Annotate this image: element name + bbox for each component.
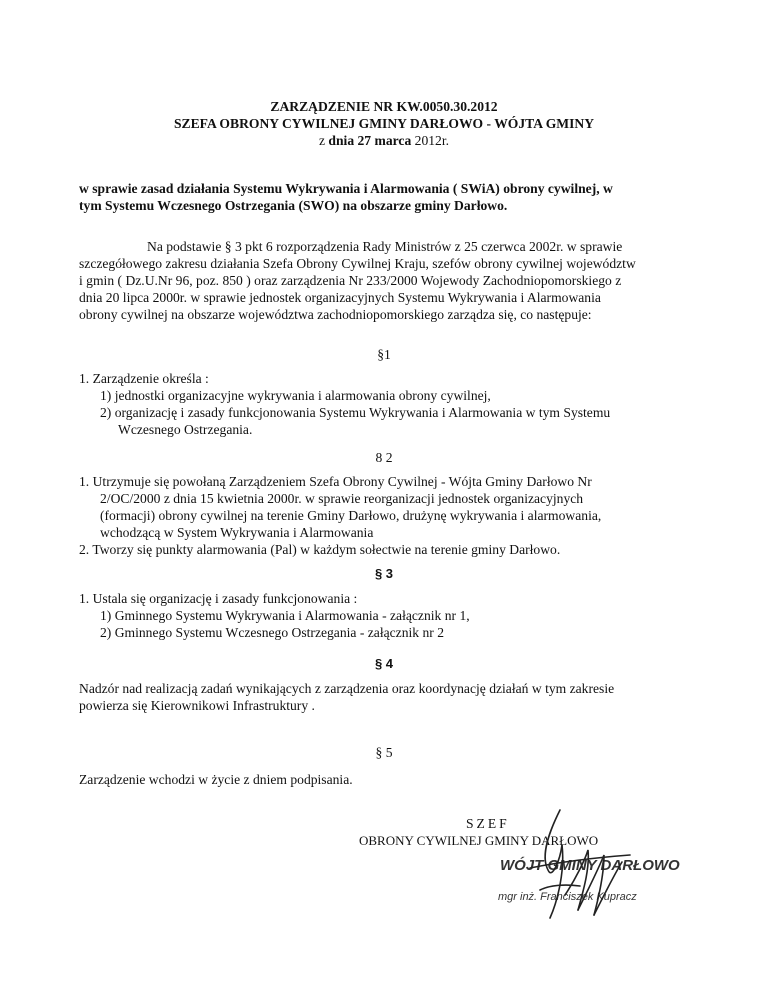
section-4-text-2: powierza się Kierownikowi Infrastruktury . <box>79 698 315 713</box>
section-3-item-1: 1. Ustala się organizację i zasady funkcjonowania : <box>79 591 358 606</box>
preamble-line-5: obrony cywilnej na obszarze województwa zachodniopomorskiego zarządza się, co następuje: <box>79 307 592 322</box>
section-5-heading: § 5 <box>375 745 393 760</box>
subject-line-2: tym Systemu Wczesnego Ostrzegania (SWO) na obszarze gminy Darłowo. <box>79 198 508 213</box>
section-4-text-1: Nadzór nad realizacją zadań wynikających z zarządzenia oraz koordynację działań w tym zakresie <box>79 681 615 696</box>
section-5-text: Zarządzenie wchodzi w życie z dniem podpisania. <box>79 772 353 787</box>
signature-title: SZEF <box>466 816 510 831</box>
date-bold: dnia 27 marca <box>328 133 412 148</box>
section-2-item-1c: (formacji) obrony cywilnej na terenie Gminy Darłowo, drużynę wykrywania i alarmowania, <box>100 508 602 523</box>
document-issuer: SZEFA OBRONY CYWILNEJ GMINY DARŁOWO - WÓJTA GMINY <box>173 116 595 131</box>
section-2-item-1a: 1. Utrzymuje się powołaną Zarządzeniem Szefa Obrony Cywilnej - Wójta Gminy Darłowo Nr <box>79 474 592 489</box>
section-2-item-1d: wchodzącą w System Wykrywania i Alarmowania <box>100 525 374 540</box>
date-prefix: z <box>318 133 329 148</box>
preamble-line-3: i gmin ( Dz.U.Nr 96, poz. 850 ) oraz zarządzenia Nr 233/2000 Wojewody Zachodniopomorskiego z <box>79 273 622 288</box>
document-date <box>0 132 768 149</box>
section-1-sub-1: 1) jednostki organizacyjne wykrywania i alarmowania obrony cywilnej, <box>100 388 491 403</box>
stamp-line-2: mgr inż. Franciszek Kupracz <box>498 891 637 903</box>
preamble-line-1: Na podstawie § 3 pkt 6 rozporządzenia Rady Ministrów z 25 czerwca 2002r. w sprawie <box>147 239 623 254</box>
section-3-sub-1: 1) Gminnego Systemu Wykrywania i Alarmowania - załącznik nr 1, <box>100 608 470 623</box>
section-4-heading: § 4 <box>374 656 394 671</box>
section-1-item-1: 1. Zarządzenie określa : <box>79 371 209 386</box>
subject-line-1: w sprawie zasad działania Systemu Wykrywania i Alarmowania ( SWiA) obrony cywilnej, w <box>79 181 613 196</box>
section-2-item-2: 2. Tworzy się punkty alarmowania (Pal) w każdym sołectwie na terenie gminy Darłowo. <box>79 542 561 557</box>
document-title: ZARZĄDZENIE NR KW.0050.30.2012 <box>270 99 498 114</box>
section-2-heading: 8 2 <box>375 450 393 465</box>
signature-stamp-image <box>470 800 690 940</box>
section-2-item-1b: 2/OC/2000 z dnia 15 kwietnia 2000r. w sprawie reorganizacji jednostek organizacyjnych <box>100 491 584 506</box>
preamble-line-4: dnia 20 lipca 2000r. w sprawie jednostek organizacyjnych Systemu Wykrywania i Alarmowania <box>79 290 601 305</box>
date-suffix: 2012r. <box>411 133 450 148</box>
section-3-heading: § 3 <box>374 566 394 581</box>
section-1-heading: §1 <box>377 347 391 362</box>
stamp-line-1: WÓJT GMINY DARŁOWO <box>500 857 680 874</box>
section-1-sub-2a: 2) organizację i zasady funkcjonowania Systemu Wykrywania i Alarmowania w tym Systemu <box>100 405 611 420</box>
preamble-line-2: szczegółowego zakresu działania Szefa Obrony Cywilnej Kraju, szefów obrony cywilnej województw <box>79 256 636 271</box>
section-1-sub-2b: Wczesnego Ostrzegania. <box>118 422 253 437</box>
signature-subtitle: OBRONY CYWILNEJ GMINY DARŁOWO <box>359 833 599 848</box>
section-3-sub-2: 2) Gminnego Systemu Wczesnego Ostrzegania - załącznik nr 2 <box>100 625 445 640</box>
